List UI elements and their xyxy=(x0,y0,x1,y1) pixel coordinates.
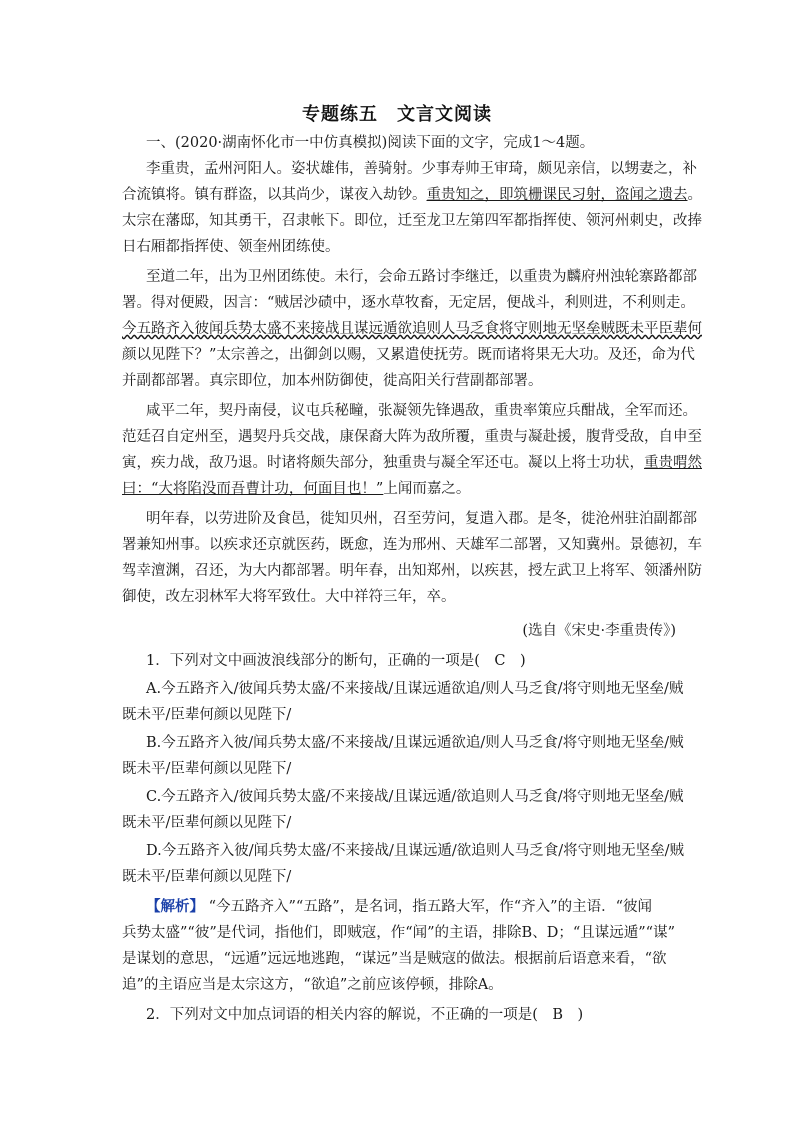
q1-option-a-line-1: A.今五路齐入/彼闻兵势太盛/不来接战/且谋远遁欲追/则人马乏食/将守则地无坚垒/贼 xyxy=(146,681,684,697)
p4-line-3: 驾幸澶渊，召还，为大内都部署。明年春，出知郑州，以疾甚，授左武卫上将军、领潘州防 xyxy=(122,563,702,579)
p3-line-3 xyxy=(122,450,702,476)
p4-line-1: 明年春，以劳进阶及食邑，徙知贝州，召至劳问，复遣入郡。是冬，徙沧州驻泊副都部 xyxy=(146,511,697,527)
analysis-line-2: 兵势太盛”“彼”是代词，指他们，即贼寇，作“闻”的主语，排除B、D；“且谋远遁”“谋” xyxy=(122,925,675,941)
q1-option-c-line-1: C.今五路齐入/彼闻兵势太盛/不来接战/且谋远遁/欲追则人马乏食/将守则地无坚垒/贼 xyxy=(146,789,684,805)
p2-line-5: 并副都部署。真宗即位，加本州防御使，徙高阳关行营副都部署。 xyxy=(122,373,543,389)
analysis-line-1 xyxy=(146,894,652,920)
analysis-line-3: 是谋划的意思，“远遁”远远地逃跑，“谋远”当是贼寇的做法。根据前后语意来看，“欲 xyxy=(122,951,667,967)
p1-line-2-text: 合流镇将。镇有群盗，以其尚少，谋夜入劫钞。 xyxy=(122,187,427,203)
analysis-line-1-text: “今五路齐入”“五路”，是名词，指五路大军，作“齐入”的主语．“彼闻 xyxy=(208,899,652,915)
p1-line-2-end: 。 xyxy=(687,187,702,203)
p2-line-4: 颜以见陛下？”太宗善之，出御剑以赐，又累遣使抚劳。既而诸将果无大功。及还，命为代 xyxy=(122,347,695,363)
p3-line-2: 范廷召自定州至，遇契丹兵交战，康保裔大阵为敌所覆，重贵与凝赴援，腹背受敌，自申至 xyxy=(122,429,702,445)
p3-line-4-end: 上闻而嘉之。 xyxy=(383,481,471,497)
q1-option-b-line-1: B.今五路齐入彼/闻兵势太盛/不来接战/且谋远遁欲追/则人马乏食/将守则地无坚垒/贼 xyxy=(146,735,684,751)
p4-line-2: 署兼知州事。以疾求还京就医药，既愈，连为邢州、天雄军二部署，又知冀州。景德初，车 xyxy=(122,537,702,553)
p1-line-3: 太宗在藩邸，知其勇干，召隶帐下。即位，迁至龙卫左第四军都指挥使、领河州刺史，改捧 xyxy=(122,213,702,229)
p3-underlined-start: 重贵喟然 xyxy=(644,455,702,471)
analysis-line-4: 追”的主语应当是太宗这方，“欲追”之前应该停顿，排除A。 xyxy=(122,977,503,993)
q1-stem: 1．下列对文中画波浪线部分的断句，正确的一项是( C ) xyxy=(146,653,526,669)
p4-line-4: 御使，改左羽林军大将军致仕。大中祥符三年，卒。 xyxy=(122,589,456,605)
p1-underlined-sentence: 重贵知之，即筑栅课民习射，盗闻之遗去 xyxy=(426,187,688,203)
page-title: 专题练五 文言文阅读 xyxy=(302,104,492,125)
p1-line-1: 李重贵，孟州河阳人。姿状雄伟，善骑射。少事寿帅王审琦，颇见亲信，以甥妻之，补 xyxy=(146,161,697,177)
p3-underlined-quote: 曰：“大将陷没而吾曹计功，何面目也！” xyxy=(122,481,384,497)
p1-line-2 xyxy=(122,182,702,208)
analysis-tag: 【解析】 xyxy=(146,898,204,915)
intro-line: 一、(2020·湖南怀化市一中仿真模拟)阅读下面的文字，完成1～4题。 xyxy=(146,135,595,151)
q2-stem: 2．下列对文中加点词语的相关内容的解说，不正确的一项是( B ) xyxy=(146,1007,584,1023)
p2-line-2: 署。得对便殿，因言：“贼居沙碛中，逐水草牧畜，无定居，便战斗，利则进，不利则走。 xyxy=(122,295,695,311)
source-citation: (选自《宋史·李重贵传》) xyxy=(522,623,676,639)
p1-line-4: 日右厢都指挥使、领奎州团练使。 xyxy=(122,239,340,255)
q1-option-c-line-2: 既未平/臣辈何颜以见陛下/ xyxy=(122,815,292,831)
p2-line-1: 至道二年，出为卫州团练使。未行，会命五路讨李继迁，以重贵为麟府州浊轮寨路都部 xyxy=(146,269,697,285)
q1-option-a-line-2: 既未平/臣辈何颜以见陛下/ xyxy=(122,707,292,723)
q1-option-d-line-1: D.今五路齐入彼/闻兵势太盛/不来接战/且谋远遁/欲追则人马乏食/将守则地无坚垒/贼 xyxy=(146,843,685,859)
p3-line-3-text: 寅，疾力战，敌乃退。时诸将颇失部分，独重贵与凝全军还屯。凝以上将士功状， xyxy=(122,455,644,471)
q1-option-d-line-2: 既未平/臣辈何颜以见陛下/ xyxy=(122,869,292,885)
p2-wavy-line-1: 今五路齐入彼闻兵势太盛不来接战且谋远遁欲追则人马乏食将守则地无坚垒贼既未平臣辈何 xyxy=(122,321,702,337)
q1-option-b-line-2: 既未平/臣辈何颜以见陛下/ xyxy=(122,761,292,777)
p3-line-4 xyxy=(122,476,470,502)
p3-line-1: 咸平二年，契丹南侵，议屯兵秘疃，张凝领先锋遇敌，重贵率策应兵酣战，全军而还。 xyxy=(146,403,697,419)
